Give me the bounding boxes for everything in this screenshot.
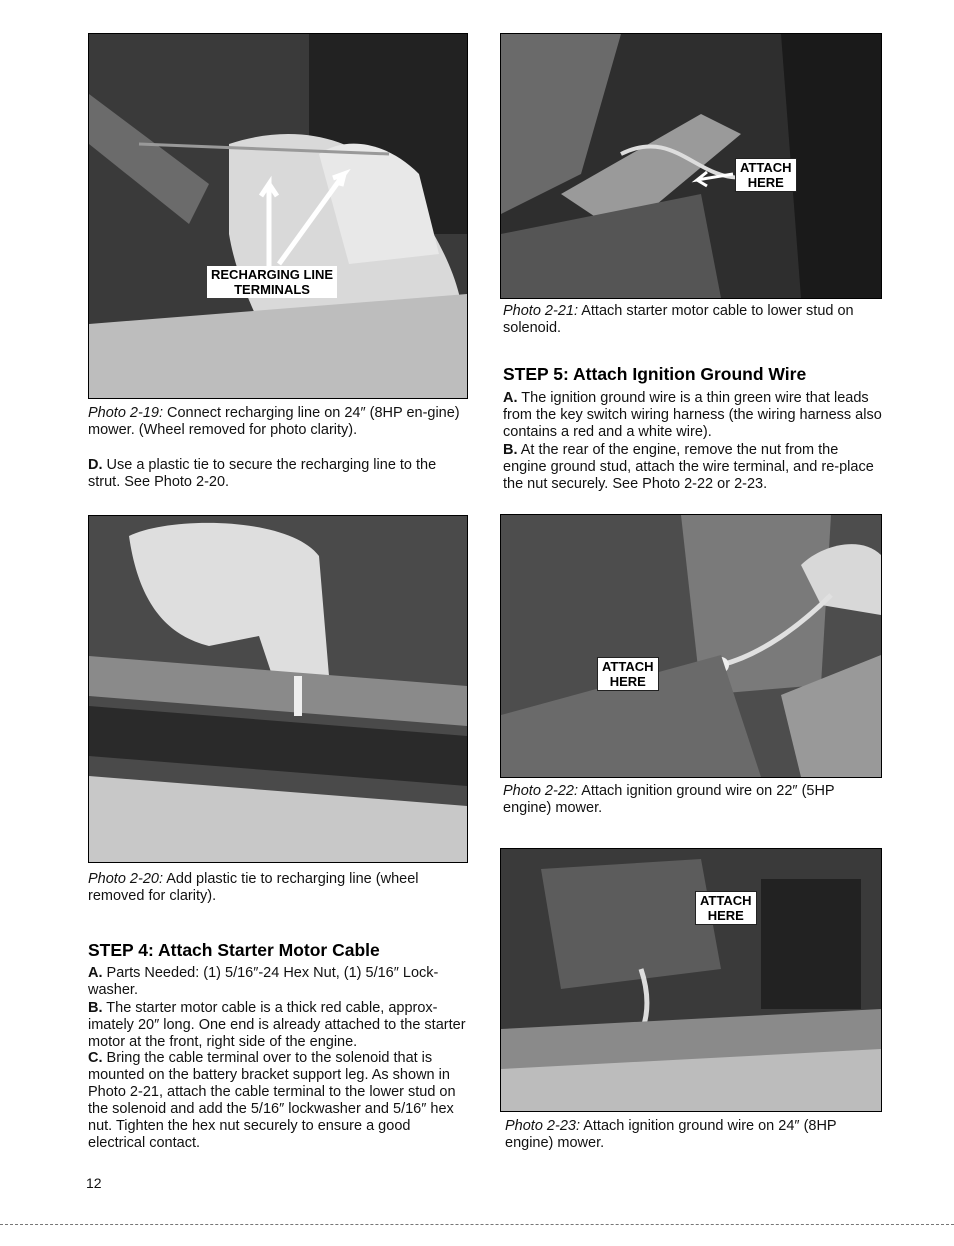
callout-line-1: ATTACH	[700, 893, 752, 908]
photo-2-23	[500, 848, 882, 1112]
step-5-b-label: B.	[503, 442, 518, 458]
step-5-b	[503, 442, 883, 493]
photo-2-21	[500, 33, 882, 299]
callout-line-1: RECHARGING LINE	[211, 267, 334, 282]
step-5-a-text: The ignition ground wire is a thin green wire that leads from the key switch wiring harness (the wiring harness also contains a red and a white wire).	[503, 390, 882, 440]
caption-photo-2-20	[88, 871, 466, 905]
callout-arrows	[89, 34, 467, 398]
callout-recharging-line-terminals	[207, 266, 337, 298]
caption-ref: Photo 2-23:	[505, 1118, 580, 1134]
caption-photo-2-22	[503, 783, 883, 817]
callout-line-2: TERMINALS	[234, 282, 310, 297]
photo-2-20	[88, 515, 468, 863]
caption-ref: Photo 2-22:	[503, 783, 578, 799]
caption-text: Attach ignition ground wire on 24″ (8HP engine) mower.	[505, 1118, 837, 1151]
step-d-paragraph	[88, 457, 466, 491]
caption-text: Attach starter motor cable to lower stud on solenoid.	[503, 303, 854, 336]
caption-photo-2-19	[88, 405, 466, 439]
callout-line-2: HERE	[609, 674, 646, 689]
callout-arrow	[501, 34, 881, 298]
step-4-b-label: B.	[88, 1000, 103, 1016]
callout-attach-here	[597, 657, 659, 691]
callout-line-2: HERE	[747, 175, 784, 190]
step-5-heading: STEP 5: Attach Ignition Ground Wire	[503, 364, 807, 384]
photo-2-19	[88, 33, 468, 399]
step-4-a-text: Parts Needed: (1) 5/16″-24 Hex Nut, (1) 5/16″ Lock-washer.	[88, 965, 439, 998]
step-4-c-label: C.	[88, 1050, 103, 1066]
step-4-b	[88, 1000, 466, 1051]
caption-text: Attach ignition ground wire on 22″ (5HP engine) mower.	[503, 783, 835, 816]
step-4-b-text: The starter motor cable is a thick red cable, approx-imately 20″ long. One end is already attached to the starter motor at the front, right side of the engine.	[88, 1000, 466, 1050]
caption-ref: Photo 2-19:	[88, 405, 163, 421]
step-5-a-label: A.	[503, 390, 518, 406]
step-5-a	[503, 390, 883, 441]
photo-2-20-image	[89, 516, 467, 862]
photo-2-22	[500, 514, 882, 778]
caption-ref: Photo 2-21:	[503, 303, 578, 319]
page-number: 12	[86, 1175, 102, 1191]
step-4-a	[88, 965, 466, 999]
step-4-c	[88, 1050, 466, 1152]
caption-photo-2-23	[505, 1118, 885, 1152]
callout-attach-here	[735, 158, 797, 192]
photo-2-23-image	[501, 849, 881, 1111]
callout-line-1: ATTACH	[740, 160, 792, 175]
caption-text: Connect recharging line on 24″ (8HP en-gine) mower. (Wheel removed for photo clarity).	[88, 405, 460, 438]
page-bottom-rule	[0, 1224, 954, 1225]
callout-attach-here	[695, 891, 757, 925]
step-d-label: D.	[88, 457, 103, 473]
callout-line-2: HERE	[707, 908, 744, 923]
photo-2-22-image	[501, 515, 881, 777]
caption-text: Add plastic tie to recharging line (wheel removed for clarity).	[88, 871, 419, 904]
step-4-heading: STEP 4: Attach Starter Motor Cable	[88, 940, 380, 960]
step-5-b-text: At the rear of the engine, remove the nut from the engine ground stud, attach the wire terminal, and re-place the nut securely. See Photo 2-22 or 2-23.	[503, 442, 874, 492]
step-4-a-label: A.	[88, 965, 103, 981]
step-d-text: Use a plastic tie to secure the recharging line to the strut. See Photo 2-20.	[88, 457, 437, 490]
step-4-c-text: Bring the cable terminal over to the solenoid that is mounted on the battery bracket support leg. As shown in Photo 2-21, attach the cable terminal to the lower stud on the solenoid and add the 5/16″ lockwasher and 5/16″ hex nut. Tighten the hex nut securely to ensure a good electrical contact.	[88, 1050, 456, 1151]
caption-photo-2-21	[503, 303, 883, 337]
caption-ref: Photo 2-20:	[88, 871, 163, 887]
callout-line-1: ATTACH	[602, 659, 654, 674]
